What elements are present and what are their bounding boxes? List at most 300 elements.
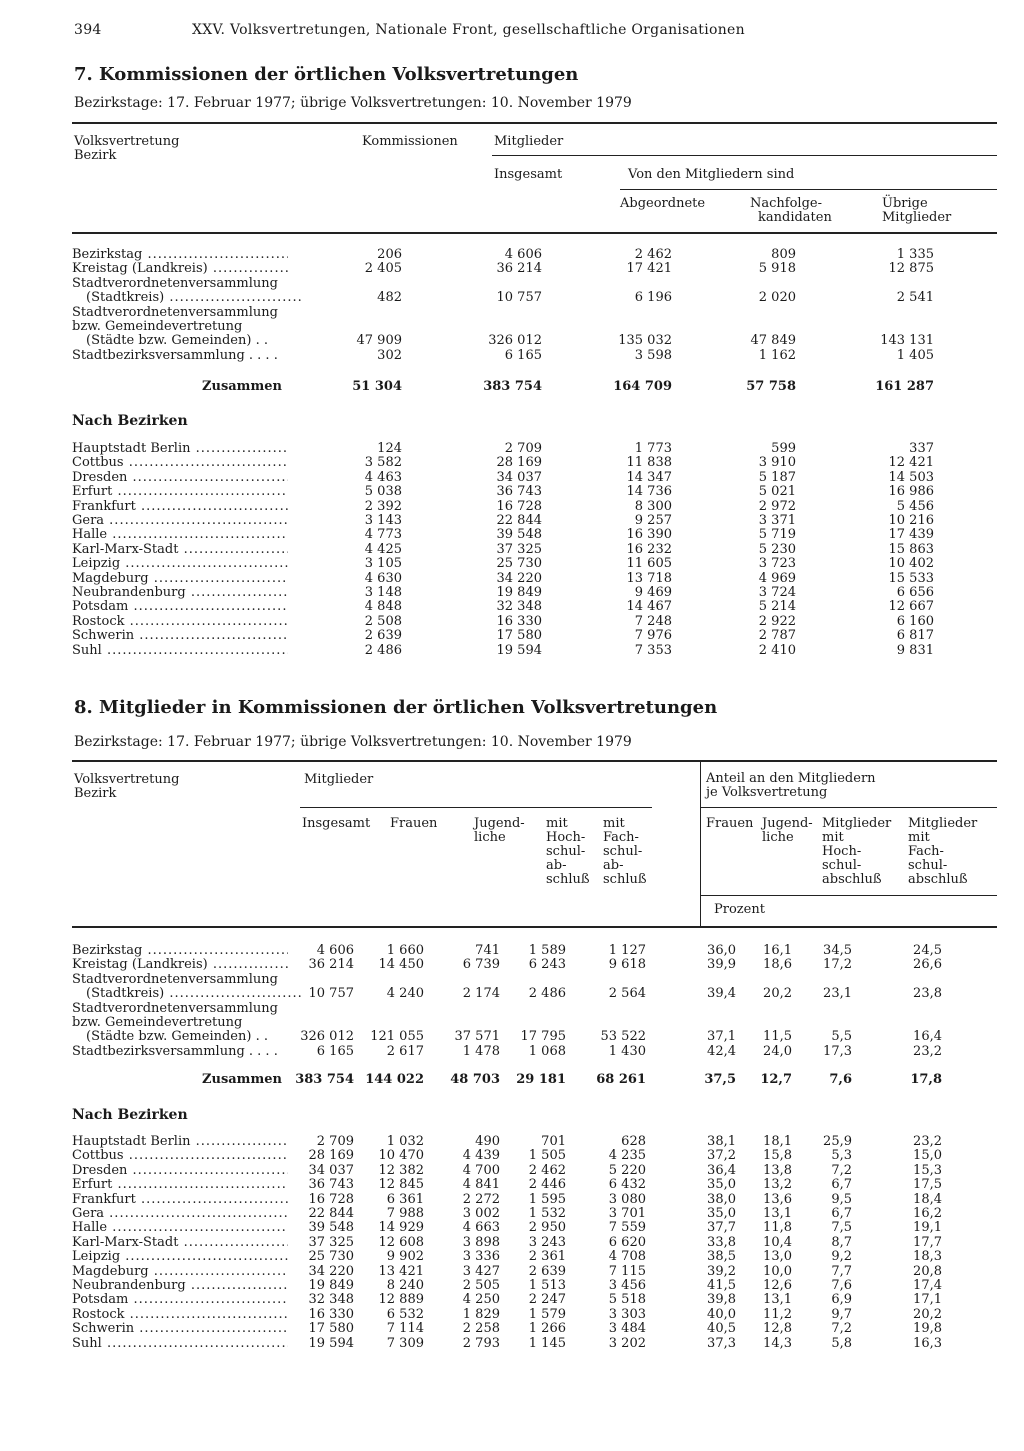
table-row	[72, 557, 952, 571]
cell-uebrige: 15 863	[888, 541, 934, 557]
table-row	[72, 1207, 952, 1221]
t8-head-hochschul	[546, 817, 590, 887]
table-row	[72, 987, 952, 1001]
table7-header-bottom-rule	[72, 232, 997, 234]
t7-head-uebrige-2: Mitglieder	[882, 210, 952, 225]
cell-fachschul: 7 115	[608, 1263, 646, 1279]
row-label: Magdeburg .....	[72, 572, 288, 586]
t8-head-volksvertretung: Volksvertretung	[74, 772, 180, 787]
t7-head-nachfolge-2: kandidaten	[758, 210, 832, 225]
cell-pct-jugendliche: 13,1	[763, 1292, 792, 1308]
cell-uebrige: 161 287	[875, 379, 934, 394]
cell-uebrige: 16 986	[888, 484, 934, 500]
cell-pct-hochschul: 9,2	[831, 1249, 852, 1265]
cell-insgesamt: 34 220	[496, 570, 542, 586]
cell-insgesamt: 36 743	[496, 484, 542, 500]
t7-head-bezirk: Bezirk	[74, 148, 117, 163]
cell-nachfolgekandidaten: 1 162	[758, 347, 796, 363]
cell-insgesamt: 326 012	[300, 1029, 354, 1045]
cell-hochschul: 1 589	[528, 943, 566, 958]
t8phoch-line: mit	[822, 830, 844, 845]
cell-jugendliche: 4 250	[462, 1292, 500, 1308]
table8-header-bottom-rule	[72, 926, 997, 928]
cell-hochschul: 6 243	[528, 957, 566, 973]
t8-head-pct-jugend-2: liche	[762, 830, 794, 845]
row-label: Stadtverordnetenversammlung	[72, 305, 278, 320]
cell-insgesamt: 37 325	[496, 541, 542, 557]
cell-insgesamt: 32 348	[496, 599, 542, 615]
cell-fachschul: 7 559	[608, 1220, 646, 1236]
cell-hochschul: 2 446	[528, 1177, 566, 1193]
t8-head-pct-hochschul	[822, 817, 891, 887]
cell-kommissionen: 124	[377, 441, 402, 456]
table-row	[72, 944, 952, 958]
table8-subtitle: Bezirkstage: 17. Februar 1977; übrige Volksvertretungen: 10. November 1979	[74, 734, 632, 750]
cell-kommissionen: 4 773	[364, 527, 402, 543]
t7-head-abgeordnete: Abgeordnete	[620, 196, 706, 211]
cell-pct-hochschul: 7,2	[831, 1321, 852, 1337]
cell-insgesamt: 2 709	[504, 441, 542, 456]
cell-abgeordnete: 1 773	[634, 441, 672, 456]
cell-frauen: 1 032	[386, 1134, 424, 1149]
cell-uebrige: 9 831	[896, 642, 934, 658]
table-row	[72, 1193, 952, 1207]
cell-insgesamt: 34 220	[308, 1263, 354, 1279]
table-row	[72, 615, 952, 629]
row-label: Bezirkstag .....	[72, 944, 288, 958]
table-row	[72, 973, 952, 987]
cell-frauen: 9 902	[386, 1249, 424, 1265]
cell-fachschul: 2 564	[608, 986, 646, 1002]
row-label: Halle .....	[72, 1221, 288, 1235]
cell-frauen: 12 608	[378, 1234, 424, 1250]
table-row	[72, 456, 952, 470]
row-label: bzw. Gemeindevertretung	[72, 1016, 243, 1030]
cell-insgesamt: 10 757	[496, 290, 542, 306]
cell-hochschul: 1 068	[528, 1043, 566, 1059]
row-label: Bezirkstag .....	[72, 248, 288, 262]
cell-pct-hochschul: 6,9	[831, 1292, 852, 1308]
row-label: Kreistag (Landkreis) .....	[72, 958, 288, 972]
cell-abgeordnete: 135 032	[618, 333, 672, 349]
cell-abgeordnete: 14 467	[626, 599, 672, 615]
cell-nachfolgekandidaten: 2 787	[758, 628, 796, 644]
row-label: Frankfurt .....	[72, 1193, 288, 1207]
table7-rule-mitglieder	[492, 155, 997, 156]
row-label: Stadtverordnetenversammlung	[72, 276, 278, 291]
cell-pct-hochschul: 5,3	[831, 1148, 852, 1164]
cell-fachschul: 4 708	[608, 1249, 646, 1265]
cell-jugendliche: 4 439	[462, 1148, 500, 1164]
row-label: Potsdam .....	[72, 1293, 288, 1307]
cell-frauen: 2 617	[386, 1043, 424, 1059]
t8pfach-line: Fach-	[908, 844, 944, 859]
row-label: Cottbus .....	[72, 456, 288, 470]
cell-uebrige: 10 216	[888, 513, 934, 528]
cell-uebrige: 143 131	[880, 333, 934, 349]
table-row	[72, 629, 952, 643]
cell-hochschul: 2 486	[528, 986, 566, 1002]
cell-pct-jugendliche: 20,2	[763, 986, 792, 1002]
cell-hochschul: 2 462	[528, 1162, 566, 1178]
cell-kommissionen: 3 148	[364, 585, 402, 600]
cell-nachfolgekandidaten: 57 758	[746, 379, 796, 394]
row-label: Gera .....	[72, 1207, 288, 1221]
cell-pct-hochschul: 9,5	[831, 1191, 852, 1207]
cell-jugendliche: 1 478	[462, 1043, 500, 1059]
cell-pct-jugendliche: 13,1	[763, 1206, 792, 1221]
cell-pct-fachschul: 15,0	[913, 1148, 942, 1164]
cell-kommissionen: 47 909	[356, 333, 402, 349]
cell-hochschul: 2 639	[528, 1263, 566, 1279]
t8hoch-line: Hoch-	[546, 830, 586, 845]
cell-pct-jugendliche: 10,4	[763, 1234, 792, 1250]
cell-abgeordnete: 7 353	[634, 642, 672, 658]
cell-pct-frauen: 41,5	[707, 1278, 736, 1293]
row-label: Frankfurt .....	[72, 500, 288, 514]
table-row	[72, 291, 952, 305]
row-label: Suhl .....	[72, 1337, 288, 1351]
cell-insgesamt: 16 330	[496, 613, 542, 629]
cell-pct-hochschul: 7,6	[831, 1278, 852, 1293]
row-label: Neubrandenburg .....	[72, 1279, 288, 1293]
cell-pct-frauen: 39,2	[707, 1263, 736, 1279]
cell-pct-fachschul: 17,1	[913, 1292, 942, 1308]
cell-pct-frauen: 38,0	[707, 1191, 736, 1207]
row-label: (Stadtkreis) .....	[72, 987, 302, 1001]
cell-frauen: 12 889	[378, 1292, 424, 1308]
cell-kommissionen: 2 486	[364, 642, 402, 658]
cell-jugendliche: 2 258	[462, 1321, 500, 1337]
cell-uebrige: 6 817	[896, 628, 934, 644]
cell-pct-hochschul: 7,7	[831, 1263, 852, 1279]
row-label: Schwerin .....	[72, 1322, 288, 1336]
table-row	[72, 262, 952, 276]
cell-uebrige: 5 456	[896, 498, 934, 514]
cell-pct-frauen: 39,9	[707, 957, 736, 973]
cell-pct-jugendliche: 10,0	[763, 1263, 792, 1279]
table-row	[72, 1236, 952, 1250]
cell-abgeordnete: 7 248	[634, 613, 672, 629]
t8-head-pct-fachschul	[908, 817, 977, 887]
cell-abgeordnete: 14 347	[626, 469, 672, 485]
cell-frauen: 10 470	[378, 1148, 424, 1164]
table-row	[72, 1221, 952, 1235]
section-heading: Nach Bezirken	[72, 413, 188, 429]
cell-pct-fachschul: 19,8	[913, 1321, 942, 1337]
cell-nachfolgekandidaten: 3 724	[758, 585, 796, 600]
cell-nachfolgekandidaten: 47 849	[750, 333, 796, 349]
cell-abgeordnete: 17 421	[626, 261, 672, 277]
cell-abgeordnete: 11 605	[626, 556, 672, 572]
cell-frauen: 121 055	[370, 1029, 424, 1045]
table-row	[72, 248, 952, 262]
row-label: Karl-Marx-Stadt .....	[72, 543, 288, 557]
cell-pct-jugendliche: 12,7	[760, 1072, 792, 1087]
cell-nachfolgekandidaten: 3 371	[758, 513, 796, 528]
cell-uebrige: 1 335	[896, 247, 934, 262]
cell-abgeordnete: 16 232	[626, 541, 672, 557]
cell-jugendliche: 4 663	[462, 1220, 500, 1236]
cell-frauen: 6 361	[386, 1191, 424, 1207]
cell-pct-jugendliche: 14,3	[763, 1335, 792, 1351]
t8-head-pct-jugend-1: Jugend-	[762, 816, 813, 831]
cell-pct-frauen: 36,4	[707, 1162, 736, 1178]
t8-head-insgesamt: Insgesamt	[302, 816, 371, 831]
table-row	[72, 1045, 952, 1059]
table-row	[72, 485, 952, 499]
cell-jugendliche: 3 336	[462, 1249, 500, 1265]
cell-insgesamt: 37 325	[308, 1234, 354, 1250]
cell-pct-fachschul: 20,8	[913, 1263, 942, 1279]
t8-head-anteil-2: je Volksvertretung	[706, 785, 828, 800]
cell-kommissionen: 482	[377, 290, 402, 306]
cell-insgesamt: 34 037	[496, 469, 542, 485]
row-label: (Städte bzw. Gemeinden) . .	[86, 334, 268, 349]
cell-pct-hochschul: 7,2	[831, 1162, 852, 1178]
t8pfach-line: abschluß	[908, 872, 968, 887]
cell-insgesamt: 19 594	[308, 1335, 354, 1351]
row-label: Schwerin .....	[72, 629, 288, 643]
cell-kommissionen: 2 508	[364, 613, 402, 629]
cell-nachfolgekandidaten: 2 972	[758, 498, 796, 514]
row-label: Stadtbezirksversammlung . . . .	[72, 348, 278, 363]
section-heading: Nach Bezirken	[72, 1107, 188, 1123]
cell-nachfolgekandidaten: 599	[771, 441, 796, 456]
cell-insgesamt: 326 012	[488, 333, 542, 349]
cell-hochschul: 2 247	[528, 1292, 566, 1308]
cell-fachschul: 628	[621, 1134, 646, 1149]
cell-nachfolgekandidaten: 5 187	[758, 469, 796, 485]
cell-pct-hochschul: 25,9	[823, 1134, 852, 1149]
cell-hochschul: 1 579	[528, 1306, 566, 1322]
cell-insgesamt: 32 348	[308, 1292, 354, 1308]
cell-nachfolgekandidaten: 2 922	[758, 613, 796, 629]
row-label: Cottbus .....	[72, 1149, 288, 1163]
cell-kommissionen: 2 392	[364, 498, 402, 514]
row-label: (Stadtkreis) .....	[72, 291, 302, 305]
cell-frauen: 4 240	[386, 986, 424, 1002]
row-label: Halle .....	[72, 528, 288, 542]
table-row	[72, 1002, 952, 1016]
table-row	[72, 586, 952, 600]
cell-hochschul: 1 513	[528, 1278, 566, 1293]
cell-fachschul: 9 618	[608, 957, 646, 973]
cell-fachschul: 68 261	[596, 1072, 646, 1087]
cell-pct-jugendliche: 13,0	[763, 1249, 792, 1265]
cell-pct-hochschul: 23,1	[823, 986, 852, 1002]
cell-hochschul: 2 950	[528, 1220, 566, 1236]
t8hoch-line: schluß	[546, 872, 590, 887]
cell-uebrige: 337	[909, 441, 934, 456]
cell-pct-jugendliche: 24,0	[763, 1043, 792, 1059]
cell-pct-hochschul: 7,5	[831, 1220, 852, 1236]
t7-head-uebrige-1: Übrige	[882, 196, 928, 211]
row-label: Dresden .....	[72, 1164, 288, 1178]
table-row	[72, 514, 952, 528]
t8fach-line: mit	[603, 816, 625, 831]
cell-pct-fachschul: 18,3	[913, 1249, 942, 1265]
cell-pct-fachschul: 16,4	[913, 1029, 942, 1045]
cell-uebrige: 10 402	[888, 556, 934, 572]
cell-pct-frauen: 33,8	[707, 1234, 736, 1250]
cell-insgesamt: 2 709	[316, 1134, 354, 1149]
cell-uebrige: 12 875	[888, 261, 934, 277]
cell-pct-hochschul: 8,7	[831, 1234, 852, 1250]
table-row	[72, 1030, 952, 1044]
cell-pct-jugendliche: 13,6	[763, 1191, 792, 1207]
cell-pct-jugendliche: 11,2	[763, 1306, 792, 1322]
cell-uebrige: 2 541	[896, 290, 934, 306]
cell-jugendliche: 37 571	[454, 1029, 500, 1045]
cell-pct-fachschul: 20,2	[913, 1306, 942, 1322]
cell-kommissionen: 5 038	[364, 484, 402, 500]
cell-jugendliche: 741	[475, 943, 500, 958]
cell-jugendliche: 3 427	[462, 1263, 500, 1279]
cell-fachschul: 6 432	[608, 1177, 646, 1193]
cell-pct-fachschul: 16,3	[913, 1335, 942, 1351]
table-row	[72, 1149, 952, 1163]
cell-uebrige: 12 421	[888, 455, 934, 471]
table8-rule-anteil	[700, 807, 997, 808]
cell-fachschul: 3 484	[608, 1321, 646, 1337]
cell-insgesamt: 4 606	[504, 247, 542, 262]
cell-pct-frauen: 40,0	[707, 1306, 736, 1322]
table-row	[72, 471, 952, 485]
cell-nachfolgekandidaten: 5 918	[758, 261, 796, 277]
t8phoch-line: abschluß	[822, 872, 882, 887]
cell-insgesamt: 10 757	[308, 986, 354, 1002]
cell-kommissionen: 4 425	[364, 541, 402, 557]
t8phoch-line: Hoch-	[822, 844, 862, 859]
t8phoch-line: Mitglieder	[822, 816, 892, 831]
cell-nachfolgekandidaten: 5 719	[758, 527, 796, 543]
cell-kommissionen: 4 630	[364, 570, 402, 586]
cell-kommissionen: 2 405	[364, 261, 402, 277]
row-label: Magdeburg .....	[72, 1265, 288, 1279]
cell-pct-frauen: 37,2	[707, 1148, 736, 1164]
cell-fachschul: 3 080	[608, 1191, 646, 1207]
cell-insgesamt: 36 214	[496, 261, 542, 277]
page-number: 394	[74, 22, 102, 38]
cell-pct-fachschul: 17,4	[913, 1278, 942, 1293]
cell-jugendliche: 2 174	[462, 986, 500, 1002]
table-row	[72, 1279, 952, 1293]
cell-insgesamt: 19 849	[496, 585, 542, 600]
cell-fachschul: 53 522	[600, 1029, 646, 1045]
cell-kommissionen: 3 105	[364, 556, 402, 572]
cell-pct-jugendliche: 11,8	[763, 1220, 792, 1236]
cell-nachfolgekandidaten: 3 723	[758, 556, 796, 572]
cell-hochschul: 17 795	[520, 1029, 566, 1045]
t8fach-line: schluß	[603, 872, 647, 887]
cell-insgesamt: 6 165	[504, 347, 542, 363]
cell-jugendliche: 3 002	[462, 1206, 500, 1221]
cell-nachfolgekandidaten: 809	[771, 247, 796, 262]
cell-frauen: 7 114	[386, 1321, 424, 1337]
cell-insgesamt: 36 743	[308, 1177, 354, 1193]
cell-uebrige: 1 405	[896, 347, 934, 363]
row-label: Dresden .....	[72, 471, 288, 485]
cell-jugendliche: 6 739	[462, 957, 500, 973]
cell-pct-frauen: 37,3	[707, 1335, 736, 1351]
cell-kommissionen: 2 639	[364, 628, 402, 644]
cell-pct-hochschul: 6,7	[831, 1206, 852, 1221]
t8-head-bezirk: Bezirk	[74, 786, 117, 801]
cell-hochschul: 3 243	[528, 1234, 566, 1250]
table-row	[72, 958, 952, 972]
cell-abgeordnete: 3 598	[634, 347, 672, 363]
t8-head-pct-frauen: Frauen	[706, 816, 754, 831]
cell-pct-hochschul: 9,7	[831, 1306, 852, 1322]
cell-insgesamt: 17 580	[496, 628, 542, 644]
cell-uebrige: 14 503	[888, 469, 934, 485]
cell-insgesamt: 25 730	[496, 556, 542, 572]
row-label: Hauptstadt Berlin .....	[72, 442, 288, 456]
cell-pct-jugendliche: 12,8	[763, 1321, 792, 1337]
t8pfach-line: Mitglieder	[908, 816, 978, 831]
total-row	[72, 380, 952, 394]
cell-uebrige: 12 667	[888, 599, 934, 615]
table-row	[72, 500, 952, 514]
t7-head-von-den-mitgliedern: Von den Mitgliedern sind	[628, 167, 795, 182]
t8hoch-line: mit	[546, 816, 568, 831]
cell-nachfolgekandidaten: 2 410	[758, 642, 796, 658]
t8-head-mitglieder: Mitglieder	[304, 772, 374, 787]
cell-frauen: 7 988	[386, 1206, 424, 1221]
cell-pct-frauen: 36,0	[707, 943, 736, 958]
row-label: Gera .....	[72, 514, 288, 528]
cell-pct-hochschul: 5,5	[831, 1029, 852, 1045]
t8fach-line: Fach-	[603, 830, 639, 845]
cell-uebrige: 6 160	[896, 613, 934, 629]
t7-head-nachfolge-1: Nachfolge-	[750, 196, 822, 211]
table-row	[72, 1178, 952, 1192]
cell-abgeordnete: 16 390	[626, 527, 672, 543]
row-label: Karl-Marx-Stadt .....	[72, 1236, 288, 1250]
cell-pct-hochschul: 5,8	[831, 1335, 852, 1351]
t8-head-fachschul	[603, 817, 647, 887]
t8-head-frauen: Frauen	[390, 816, 438, 831]
table-row	[72, 1135, 952, 1149]
table-row	[72, 572, 952, 586]
cell-pct-jugendliche: 13,8	[763, 1162, 792, 1178]
cell-pct-hochschul: 17,3	[823, 1043, 852, 1059]
cell-frauen: 13 421	[378, 1263, 424, 1279]
cell-jugendliche: 4 700	[462, 1162, 500, 1178]
table-row	[72, 1322, 952, 1336]
cell-pct-fachschul: 17,8	[910, 1072, 942, 1087]
cell-kommissionen: 51 304	[352, 379, 402, 394]
table-row	[72, 1308, 952, 1322]
row-label: Rostock .....	[72, 615, 288, 629]
cell-nachfolgekandidaten: 5 214	[758, 599, 796, 615]
cell-fachschul: 6 620	[608, 1234, 646, 1250]
row-label: Neubrandenburg .....	[72, 586, 288, 600]
t8pfach-line: mit	[908, 830, 930, 845]
cell-insgesamt: 19 849	[308, 1278, 354, 1293]
cell-pct-hochschul: 34,5	[823, 943, 852, 958]
cell-insgesamt: 36 214	[308, 957, 354, 973]
cell-hochschul: 29 181	[516, 1072, 566, 1087]
cell-pct-hochschul: 17,2	[823, 957, 852, 973]
cell-frauen: 14 929	[378, 1220, 424, 1236]
cell-pct-jugendliche: 16,1	[763, 943, 792, 958]
table-row	[72, 1164, 952, 1178]
table8-rule-mitglieder	[300, 807, 652, 808]
table7-rule-von	[620, 189, 997, 190]
row-label: Zusammen	[202, 380, 282, 394]
